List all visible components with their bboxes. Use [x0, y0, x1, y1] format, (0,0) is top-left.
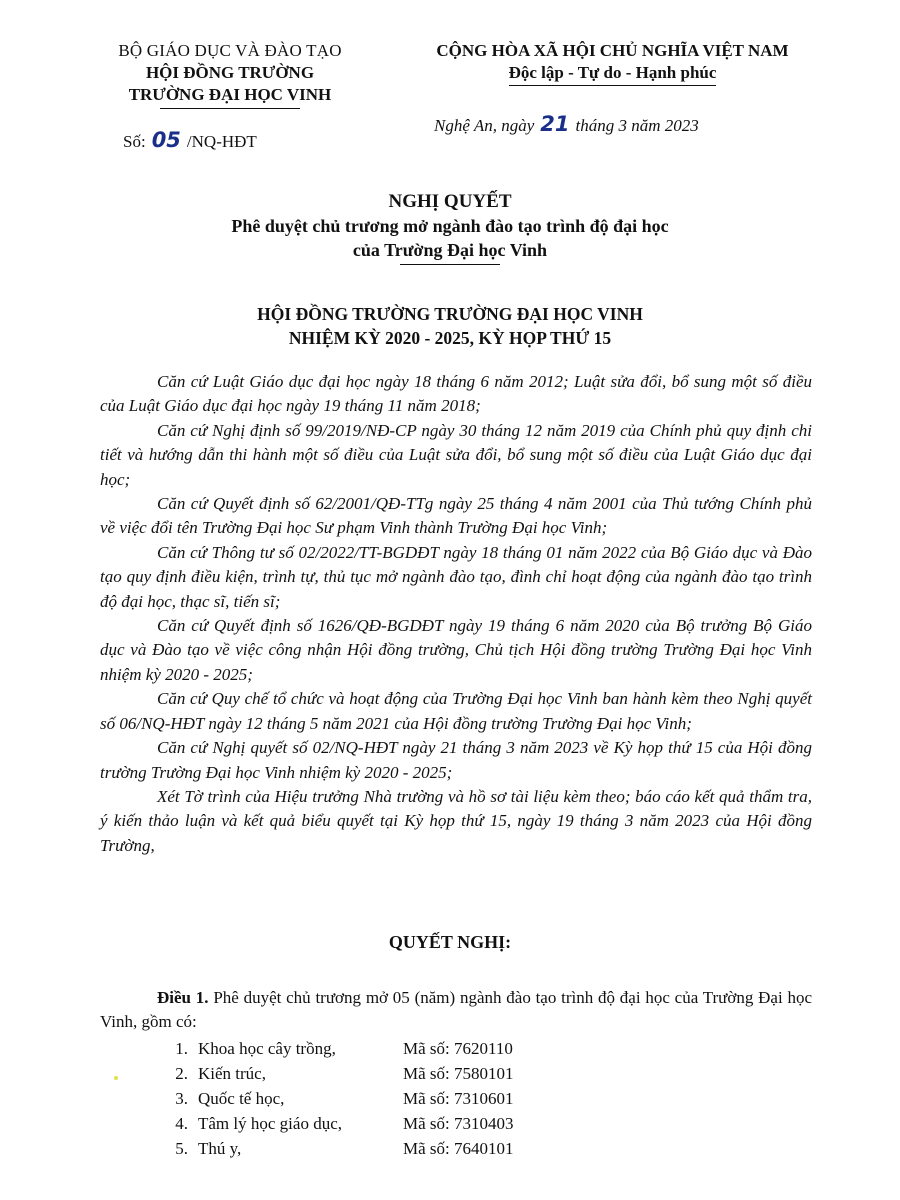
- title-rule: [400, 264, 500, 265]
- legal-basis-item: Căn cứ Nghị định số 99/2019/NĐ-CP ngày 30 tháng 12 năm 2019 của Chính phủ quy định chi tiết và hướng dẫn thi hành một số điều của Luật sửa đổi, bổ sung một số điều của Luật Giáo dục đại học;: [100, 420, 812, 489]
- major-name: Tâm lý học giáo dục,: [198, 1114, 342, 1133]
- legal-basis-item: Căn cứ Quyết định số 1626/QĐ-BGDĐT ngày 19 tháng 6 năm 2020 của Bộ trưởng Bộ Giáo dục và Đào tạo về việc công nhận Hội đồng trường, Chủ tịch Hội đồng trường Trường Đại học Vinh nhiệm kỳ 2020 - 2025;: [100, 616, 812, 684]
- list-item: [160, 1086, 603, 1111]
- title-line-2: của Trường Đại học Vinh: [352, 240, 548, 260]
- legal-basis-item: Căn cứ Thông tư số 02/2022/TT-BGDĐT ngày 18 tháng 01 năm 2022 của Bộ Giáo dục và Đào tạo quy định điều kiện, trình tự, thủ tục mở ngành đào tạo, đình chỉ hoạt động của ngành đào tạo trình độ đại học, thạc sĩ, tiến sĩ;: [100, 542, 812, 611]
- list-item: [160, 1111, 603, 1136]
- legal-basis-item: Căn cứ Luật Giáo dục đại học ngày 18 tháng 6 năm 2012; Luật sửa đổi, bổ sung một số điều của Luật Giáo dục đại học ngày 19 tháng 11 năm 2018;: [100, 372, 812, 416]
- major-code: Mã số: 7310403: [403, 1114, 514, 1133]
- article-1-text: Phê duyệt chủ trương mở 05 (năm) ngành đào tạo trình độ đại học của Trường Đại học Vinh, gồm có:: [100, 988, 813, 1031]
- legal-bases: [100, 370, 812, 858]
- national-motto: Độc lập - Tự do - Hạnh phúc: [509, 62, 717, 86]
- major-number: 5.: [175, 1139, 188, 1158]
- document-number: [123, 128, 257, 152]
- council-heading-line-2: NHIỆM KỲ 2020 - 2025, KỲ HỌP THỨ 15: [288, 328, 612, 348]
- council-name: HỘI ĐỒNG TRƯỜNG: [145, 63, 315, 82]
- document-number-handwritten: 05: [151, 128, 181, 152]
- list-item: [160, 1136, 603, 1161]
- major-code: Mã số: 7620110: [403, 1039, 513, 1058]
- document-number-prefix: Số:: [123, 132, 146, 151]
- major-code: Mã số: 7640101: [403, 1139, 514, 1158]
- major-code: Mã số: 7310601: [403, 1089, 514, 1108]
- date-prefix: Nghệ An, ngày: [434, 116, 535, 135]
- header-left-rule: [160, 108, 300, 109]
- major-name: Thú y,: [198, 1139, 242, 1158]
- legal-basis-item: Căn cứ Quyết định số 62/2001/QĐ-TTg ngày 25 tháng 4 năm 2001 của Thủ tướng Chính phủ về việc đổi tên Trường Đại học Sư phạm Vinh thành Trường Đại học Vinh;: [100, 494, 812, 538]
- major-number: 4.: [175, 1114, 188, 1133]
- major-code: Mã số: 7580101: [403, 1064, 514, 1083]
- major-name: Khoa học cây trồng,: [198, 1039, 336, 1058]
- article-1: [100, 986, 812, 1034]
- issue-date: [434, 112, 699, 136]
- decision-heading: QUYẾT NGHỊ:: [388, 932, 512, 952]
- list-item: [160, 1061, 603, 1086]
- legal-basis-item: Căn cứ Quy chế tổ chức và hoạt động của Trường Đại học Vinh ban hành kèm theo Nghị quyết số 06/NQ-HĐT ngày 12 tháng 5 năm 2021 của Hội đồng trường Trường Đại học Vinh;: [100, 689, 812, 733]
- national-header: [395, 40, 830, 86]
- major-name: Quốc tế học,: [198, 1089, 285, 1108]
- university-name: TRƯỜNG ĐẠI HỌC VINH: [128, 85, 332, 104]
- document-type: NGHỊ QUYẾT: [388, 191, 512, 212]
- scan-speck: [114, 1076, 118, 1080]
- major-number: 1.: [175, 1039, 188, 1058]
- issuer-header: [95, 40, 365, 109]
- date-suffix: tháng 3 năm 2023: [575, 116, 699, 135]
- country-name: CỘNG HÒA XÃ HỘI CHỦ NGHĨA VIỆT NAM: [436, 41, 789, 60]
- legal-basis-item: Xét Tờ trình của Hiệu trưởng Nhà trường và hồ sơ tài liệu kèm theo; báo cáo kết quả thẩm tra, ý kiến thảo luận và kết quả biểu quyết tại Kỳ họp thứ 15, ngày 19 tháng 3 năm 2023 của Hội đồng Trường,: [100, 786, 812, 855]
- title-line-1: Phê duyệt chủ trương mở ngành đào tạo trình độ đại học: [231, 216, 669, 236]
- article-1-label: Điều 1.: [157, 988, 209, 1007]
- major-name: Kiến trúc,: [198, 1064, 266, 1083]
- council-heading: [0, 302, 900, 350]
- major-number: 3.: [175, 1089, 188, 1108]
- date-day-handwritten: 21: [540, 112, 570, 136]
- council-heading-line-1: HỘI ĐỒNG TRƯỜNG TRƯỜNG ĐẠI HỌC VINH: [257, 304, 643, 324]
- document-title: [0, 190, 900, 265]
- ministry-name: BỘ GIÁO DỤC VÀ ĐÀO TẠO: [118, 41, 342, 60]
- document-number-suffix: /NQ-HĐT: [186, 132, 257, 151]
- list-item: [160, 1036, 603, 1061]
- majors-list: [160, 1036, 603, 1161]
- legal-basis-item: Căn cứ Nghị quyết số 02/NQ-HĐT ngày 21 tháng 3 năm 2023 về Kỳ họp thứ 15 của Hội đồng trường Trường Đại học Vinh nhiệm kỳ 2020 - 2025;: [100, 738, 812, 782]
- major-number: 2.: [175, 1064, 188, 1083]
